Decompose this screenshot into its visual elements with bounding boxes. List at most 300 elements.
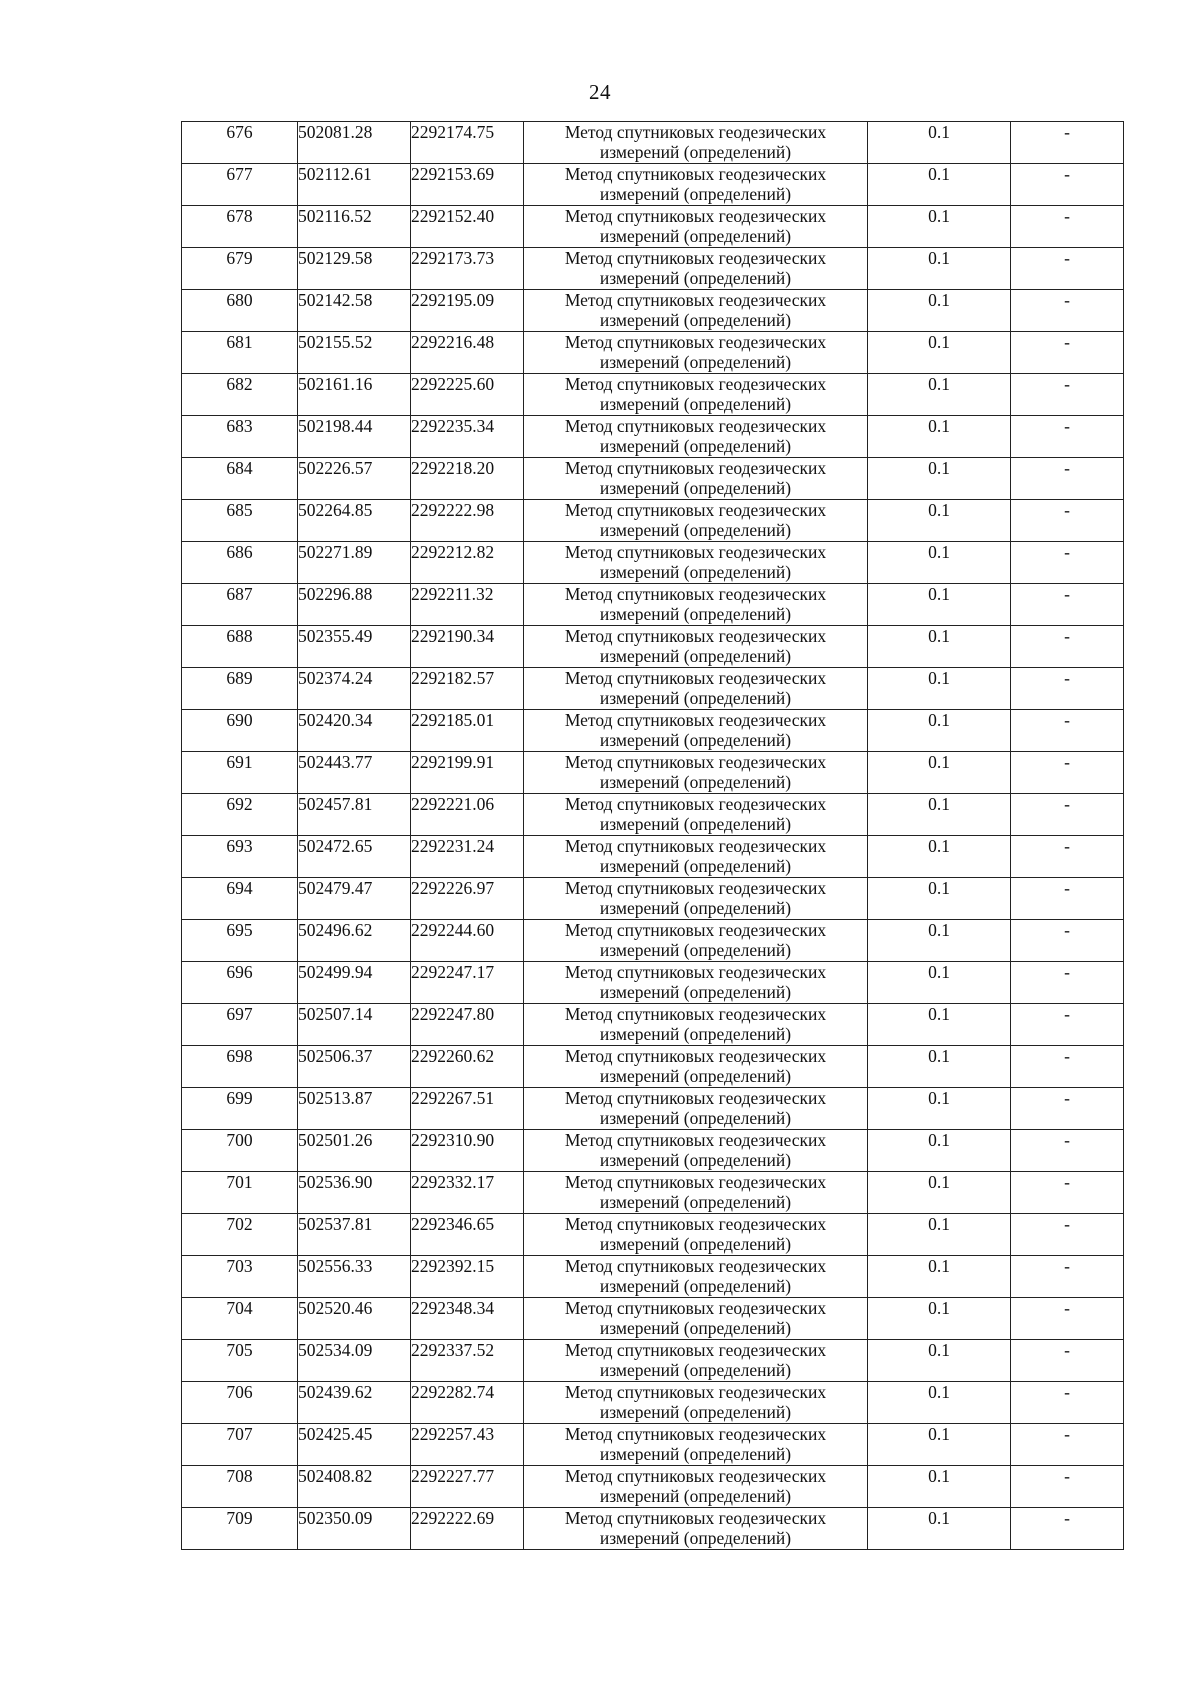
table-row: [182, 1004, 1124, 1046]
method-text: Метод спутниковых геодезических измерений (определений): [564, 332, 827, 372]
accuracy-cell: [868, 542, 1011, 584]
point-number-text: 685: [226, 500, 253, 520]
point-number-cell: [182, 542, 298, 584]
method-cell: [524, 626, 868, 668]
note-text: -: [1064, 332, 1070, 352]
accuracy-cell: [868, 1340, 1011, 1382]
method-text: Метод спутниковых геодезических измерений (определений): [564, 122, 827, 162]
point-number-text: 678: [226, 206, 253, 226]
accuracy-cell: [868, 920, 1011, 962]
method-text: Метод спутниковых геодезических измерений (определений): [564, 1466, 827, 1506]
method-cell: [524, 836, 868, 878]
accuracy-cell: [868, 584, 1011, 626]
accuracy-text: 0.1: [928, 1466, 950, 1486]
accuracy-text: 0.1: [928, 416, 950, 436]
method-text: Метод спутниковых геодезических измерений (определений): [564, 878, 827, 918]
y-coordinate-cell: [411, 794, 524, 836]
y-coordinate-text: 2292216.48: [411, 332, 495, 352]
method-text: Метод спутниковых геодезических измерений (определений): [564, 1172, 827, 1212]
accuracy-cell: [868, 878, 1011, 920]
point-number-cell: [182, 458, 298, 500]
point-number-text: 683: [226, 416, 253, 436]
y-coordinate-text: 2292247.80: [411, 1004, 495, 1024]
x-coordinate-text: 502479.47: [298, 878, 373, 898]
note-text: -: [1064, 836, 1070, 856]
point-number-cell: [182, 1214, 298, 1256]
note-cell: [1011, 1508, 1124, 1550]
x-coordinate-text: 502496.62: [298, 920, 373, 940]
y-coordinate-text: 2292282.74: [411, 1382, 495, 1402]
table-row: [182, 206, 1124, 248]
x-coordinate-text: 502355.49: [298, 626, 373, 646]
method-text: Метод спутниковых геодезических измерений (определений): [564, 668, 827, 708]
point-number-text: 680: [226, 290, 253, 310]
method-cell: [524, 416, 868, 458]
point-number-text: 699: [226, 1088, 253, 1108]
x-coordinate-text: 502507.14: [298, 1004, 373, 1024]
y-coordinate-cell: [411, 962, 524, 1004]
point-number-cell: [182, 794, 298, 836]
method-text: Метод спутниковых геодезических измерений (определений): [564, 584, 827, 624]
note-text: -: [1064, 1382, 1070, 1402]
y-coordinate-text: 2292195.09: [411, 290, 495, 310]
accuracy-text: 0.1: [928, 626, 950, 646]
note-text: -: [1064, 1046, 1070, 1066]
table-row: [182, 752, 1124, 794]
point-number-text: 696: [226, 962, 253, 982]
x-coordinate-cell: [298, 1004, 411, 1046]
y-coordinate-text: 2292221.06: [411, 794, 495, 814]
point-number-text: 702: [226, 1214, 253, 1234]
x-coordinate-text: 502161.16: [298, 374, 373, 394]
point-number-text: 700: [226, 1130, 253, 1150]
method-text: Метод спутниковых геодезических измерений (определений): [564, 1214, 827, 1254]
note-cell: [1011, 710, 1124, 752]
point-number-cell: [182, 710, 298, 752]
y-coordinate-cell: [411, 1340, 524, 1382]
x-coordinate-cell: [298, 248, 411, 290]
note-cell: [1011, 752, 1124, 794]
accuracy-cell: [868, 332, 1011, 374]
note-text: -: [1064, 668, 1070, 688]
accuracy-text: 0.1: [928, 1256, 950, 1276]
table-row: [182, 1466, 1124, 1508]
x-coordinate-text: 502155.52: [298, 332, 373, 352]
y-coordinate-cell: [411, 1466, 524, 1508]
y-coordinate-text: 2292392.15: [411, 1256, 495, 1276]
point-number-cell: [182, 752, 298, 794]
method-text: Метод спутниковых геодезических измерений (определений): [564, 1130, 827, 1170]
y-coordinate-cell: [411, 1088, 524, 1130]
point-number-text: 707: [226, 1424, 253, 1444]
accuracy-cell: [868, 122, 1011, 164]
x-coordinate-text: 502271.89: [298, 542, 373, 562]
note-text: -: [1064, 794, 1070, 814]
method-text: Метод спутниковых геодезических измерений (определений): [564, 416, 827, 456]
method-cell: [524, 668, 868, 710]
accuracy-cell: [868, 206, 1011, 248]
point-number-text: 701: [226, 1172, 253, 1192]
method-cell: [524, 206, 868, 248]
note-cell: [1011, 1424, 1124, 1466]
note-cell: [1011, 1340, 1124, 1382]
table-row: [182, 794, 1124, 836]
accuracy-cell: [868, 1214, 1011, 1256]
note-cell: [1011, 1214, 1124, 1256]
table-row: [182, 458, 1124, 500]
note-text: -: [1064, 374, 1070, 394]
point-number-cell: [182, 500, 298, 542]
method-cell: [524, 1466, 868, 1508]
note-cell: [1011, 1172, 1124, 1214]
accuracy-cell: [868, 1004, 1011, 1046]
accuracy-text: 0.1: [928, 542, 950, 562]
y-coordinate-text: 2292310.90: [411, 1130, 495, 1150]
x-coordinate-text: 502534.09: [298, 1340, 373, 1360]
point-number-cell: [182, 1298, 298, 1340]
note-cell: [1011, 1004, 1124, 1046]
point-number-cell: [182, 1172, 298, 1214]
y-coordinate-cell: [411, 1172, 524, 1214]
x-coordinate-cell: [298, 206, 411, 248]
note-cell: [1011, 584, 1124, 626]
page-number: 24: [589, 80, 611, 104]
x-coordinate-text: 502142.58: [298, 290, 373, 310]
accuracy-cell: [868, 1466, 1011, 1508]
accuracy-cell: [868, 836, 1011, 878]
table-row: [182, 416, 1124, 458]
accuracy-text: 0.1: [928, 458, 950, 478]
point-number-cell: [182, 584, 298, 626]
accuracy-text: 0.1: [928, 1340, 950, 1360]
accuracy-text: 0.1: [928, 1004, 950, 1024]
y-coordinate-text: 2292218.20: [411, 458, 495, 478]
x-coordinate-text: 502499.94: [298, 962, 373, 982]
x-coordinate-text: 502457.81: [298, 794, 373, 814]
y-coordinate-cell: [411, 290, 524, 332]
accuracy-text: 0.1: [928, 1088, 950, 1108]
method-text: Метод спутниковых геодезических измерений (определений): [564, 710, 827, 750]
method-cell: [524, 1340, 868, 1382]
note-text: -: [1064, 584, 1070, 604]
note-text: -: [1064, 1340, 1070, 1360]
point-number-cell: [182, 122, 298, 164]
accuracy-cell: [868, 962, 1011, 1004]
accuracy-text: 0.1: [928, 500, 950, 520]
accuracy-cell: [868, 416, 1011, 458]
table-row: [182, 878, 1124, 920]
note-cell: [1011, 1298, 1124, 1340]
method-text: Метод спутниковых геодезических измерений (определений): [564, 626, 827, 666]
y-coordinate-cell: [411, 1424, 524, 1466]
x-coordinate-text: 502425.45: [298, 1424, 373, 1444]
table-row: [182, 1382, 1124, 1424]
point-number-text: 709: [226, 1508, 253, 1528]
method-text: Метод спутниковых геодезических измерений (определений): [564, 374, 827, 414]
note-text: -: [1064, 206, 1070, 226]
accuracy-text: 0.1: [928, 1130, 950, 1150]
y-coordinate-cell: [411, 668, 524, 710]
accuracy-text: 0.1: [928, 1508, 950, 1528]
accuracy-text: 0.1: [928, 794, 950, 814]
y-coordinate-cell: [411, 878, 524, 920]
method-text: Метод спутниковых геодезических измерений (определений): [564, 290, 827, 330]
accuracy-cell: [868, 794, 1011, 836]
x-coordinate-text: 502536.90: [298, 1172, 373, 1192]
y-coordinate-text: 2292247.17: [411, 962, 495, 982]
x-coordinate-text: 502501.26: [298, 1130, 373, 1150]
accuracy-text: 0.1: [928, 584, 950, 604]
note-text: -: [1064, 1088, 1070, 1108]
method-cell: [524, 1046, 868, 1088]
y-coordinate-text: 2292174.75: [411, 122, 495, 142]
point-number-text: 682: [226, 374, 253, 394]
y-coordinate-cell: [411, 1382, 524, 1424]
x-coordinate-text: 502264.85: [298, 500, 373, 520]
y-coordinate-cell: [411, 332, 524, 374]
point-number-cell: [182, 1508, 298, 1550]
table-row: [182, 710, 1124, 752]
x-coordinate-text: 502439.62: [298, 1382, 373, 1402]
point-number-cell: [182, 1088, 298, 1130]
note-text: -: [1064, 1298, 1070, 1318]
point-number-text: 690: [226, 710, 253, 730]
y-coordinate-cell: [411, 1214, 524, 1256]
note-text: -: [1064, 542, 1070, 562]
y-coordinate-cell: [411, 458, 524, 500]
note-cell: [1011, 836, 1124, 878]
method-cell: [524, 1130, 868, 1172]
note-cell: [1011, 1382, 1124, 1424]
y-coordinate-cell: [411, 1004, 524, 1046]
note-cell: [1011, 668, 1124, 710]
method-cell: [524, 710, 868, 752]
table-row: [182, 962, 1124, 1004]
y-coordinate-text: 2292346.65: [411, 1214, 495, 1234]
y-coordinate-text: 2292152.40: [411, 206, 495, 226]
method-cell: [524, 1424, 868, 1466]
y-coordinate-text: 2292211.32: [411, 584, 494, 604]
point-number-cell: [182, 248, 298, 290]
accuracy-cell: [868, 752, 1011, 794]
note-text: -: [1064, 1508, 1070, 1528]
point-number-cell: [182, 332, 298, 374]
accuracy-text: 0.1: [928, 668, 950, 688]
point-number-text: 679: [226, 248, 253, 268]
note-text: -: [1064, 1424, 1070, 1444]
method-cell: [524, 500, 868, 542]
x-coordinate-text: 502116.52: [298, 206, 372, 226]
note-cell: [1011, 248, 1124, 290]
table-row: [182, 836, 1124, 878]
point-number-cell: [182, 1256, 298, 1298]
point-number-cell: [182, 1130, 298, 1172]
point-number-text: 687: [226, 584, 253, 604]
x-coordinate-text: 502506.37: [298, 1046, 373, 1066]
accuracy-text: 0.1: [928, 290, 950, 310]
method-cell: [524, 1382, 868, 1424]
note-text: -: [1064, 1466, 1070, 1486]
point-number-text: 708: [226, 1466, 253, 1486]
point-number-text: 677: [226, 164, 253, 184]
accuracy-text: 0.1: [928, 164, 950, 184]
method-cell: [524, 584, 868, 626]
accuracy-cell: [868, 1508, 1011, 1550]
y-coordinate-text: 2292182.57: [411, 668, 495, 688]
x-coordinate-cell: [298, 458, 411, 500]
y-coordinate-text: 2292222.69: [411, 1508, 495, 1528]
accuracy-cell: [868, 1256, 1011, 1298]
x-coordinate-cell: [298, 1298, 411, 1340]
accuracy-text: 0.1: [928, 1424, 950, 1444]
accuracy-cell: [868, 1382, 1011, 1424]
point-number-cell: [182, 626, 298, 668]
accuracy-cell: [868, 458, 1011, 500]
table-row: [182, 1172, 1124, 1214]
point-number-text: 698: [226, 1046, 253, 1066]
x-coordinate-cell: [298, 500, 411, 542]
note-text: -: [1064, 710, 1070, 730]
y-coordinate-cell: [411, 1508, 524, 1550]
note-text: -: [1064, 500, 1070, 520]
x-coordinate-text: 502520.46: [298, 1298, 373, 1318]
method-cell: [524, 920, 868, 962]
y-coordinate-cell: [411, 122, 524, 164]
y-coordinate-text: 2292231.24: [411, 836, 495, 856]
x-coordinate-cell: [298, 374, 411, 416]
table-row: [182, 164, 1124, 206]
x-coordinate-cell: [298, 164, 411, 206]
method-cell: [524, 290, 868, 332]
accuracy-text: 0.1: [928, 752, 950, 772]
accuracy-cell: [868, 290, 1011, 332]
note-text: -: [1064, 878, 1070, 898]
y-coordinate-cell: [411, 710, 524, 752]
accuracy-text: 0.1: [928, 332, 950, 352]
x-coordinate-cell: [298, 1088, 411, 1130]
x-coordinate-text: 502081.28: [298, 122, 373, 142]
accuracy-text: 0.1: [928, 206, 950, 226]
x-coordinate-cell: [298, 122, 411, 164]
accuracy-cell: [868, 1298, 1011, 1340]
y-coordinate-text: 2292257.43: [411, 1424, 495, 1444]
x-coordinate-cell: [298, 332, 411, 374]
point-number-cell: [182, 878, 298, 920]
x-coordinate-cell: [298, 920, 411, 962]
x-coordinate-text: 502408.82: [298, 1466, 373, 1486]
method-text: Метод спутниковых геодезических измерений (определений): [564, 458, 827, 498]
accuracy-cell: [868, 248, 1011, 290]
note-cell: [1011, 374, 1124, 416]
x-coordinate-text: 502556.33: [298, 1256, 373, 1276]
accuracy-cell: [868, 374, 1011, 416]
table-row: [182, 1088, 1124, 1130]
point-number-text: 676: [226, 122, 253, 142]
table-row: [182, 332, 1124, 374]
accuracy-text: 0.1: [928, 1298, 950, 1318]
point-number-text: 694: [226, 878, 253, 898]
accuracy-text: 0.1: [928, 878, 950, 898]
point-number-text: 681: [226, 332, 253, 352]
y-coordinate-cell: [411, 248, 524, 290]
y-coordinate-cell: [411, 1256, 524, 1298]
point-number-cell: [182, 1004, 298, 1046]
accuracy-text: 0.1: [928, 1172, 950, 1192]
method-text: Метод спутниковых геодезических измерений (определений): [564, 1508, 827, 1548]
table-row: [182, 542, 1124, 584]
x-coordinate-cell: [298, 710, 411, 752]
accuracy-text: 0.1: [928, 962, 950, 982]
note-cell: [1011, 458, 1124, 500]
method-text: Метод спутниковых геодезических измерений (определений): [564, 1340, 827, 1380]
method-text: Метод спутниковых геодезических измерений (определений): [564, 836, 827, 876]
x-coordinate-cell: [298, 416, 411, 458]
table-row: [182, 920, 1124, 962]
point-number-text: 684: [226, 458, 253, 478]
method-text: Метод спутниковых геодезических измерений (определений): [564, 962, 827, 1002]
x-coordinate-cell: [298, 836, 411, 878]
x-coordinate-text: 502129.58: [298, 248, 373, 268]
x-coordinate-cell: [298, 1256, 411, 1298]
note-text: -: [1064, 1256, 1070, 1276]
method-cell: [524, 374, 868, 416]
x-coordinate-cell: [298, 1340, 411, 1382]
table-row: [182, 1424, 1124, 1466]
y-coordinate-cell: [411, 500, 524, 542]
y-coordinate-text: 2292267.51: [411, 1088, 495, 1108]
point-number-cell: [182, 164, 298, 206]
accuracy-cell: [868, 1424, 1011, 1466]
x-coordinate-cell: [298, 542, 411, 584]
x-coordinate-text: 502198.44: [298, 416, 373, 436]
note-cell: [1011, 500, 1124, 542]
note-text: -: [1064, 416, 1070, 436]
table-row: [182, 1214, 1124, 1256]
y-coordinate-text: 2292260.62: [411, 1046, 495, 1066]
method-cell: [524, 878, 868, 920]
accuracy-cell: [868, 1172, 1011, 1214]
method-text: Метод спутниковых геодезических измерений (определений): [564, 1256, 827, 1296]
note-cell: [1011, 626, 1124, 668]
point-number-cell: [182, 920, 298, 962]
point-number-text: 686: [226, 542, 253, 562]
table-row: [182, 1298, 1124, 1340]
y-coordinate-cell: [411, 836, 524, 878]
x-coordinate-text: 502537.81: [298, 1214, 373, 1234]
table-row: [182, 374, 1124, 416]
accuracy-cell: [868, 1130, 1011, 1172]
accuracy-text: 0.1: [928, 374, 950, 394]
note-text: -: [1064, 290, 1070, 310]
note-text: -: [1064, 920, 1070, 940]
method-cell: [524, 1172, 868, 1214]
y-coordinate-cell: [411, 374, 524, 416]
note-cell: [1011, 122, 1124, 164]
note-cell: [1011, 206, 1124, 248]
accuracy-text: 0.1: [928, 1214, 950, 1234]
y-coordinate-cell: [411, 584, 524, 626]
note-text: -: [1064, 1130, 1070, 1150]
y-coordinate-text: 2292185.01: [411, 710, 495, 730]
method-text: Метод спутниковых геодезических измерений (определений): [564, 1046, 827, 1086]
method-text: Метод спутниковых геодезических измерений (определений): [564, 1004, 827, 1044]
table-row: [182, 248, 1124, 290]
accuracy-text: 0.1: [928, 920, 950, 940]
method-text: Метод спутниковых геодезических измерений (определений): [564, 248, 827, 288]
point-number-cell: [182, 1340, 298, 1382]
table-row: [182, 668, 1124, 710]
x-coordinate-text: 502112.61: [298, 164, 372, 184]
